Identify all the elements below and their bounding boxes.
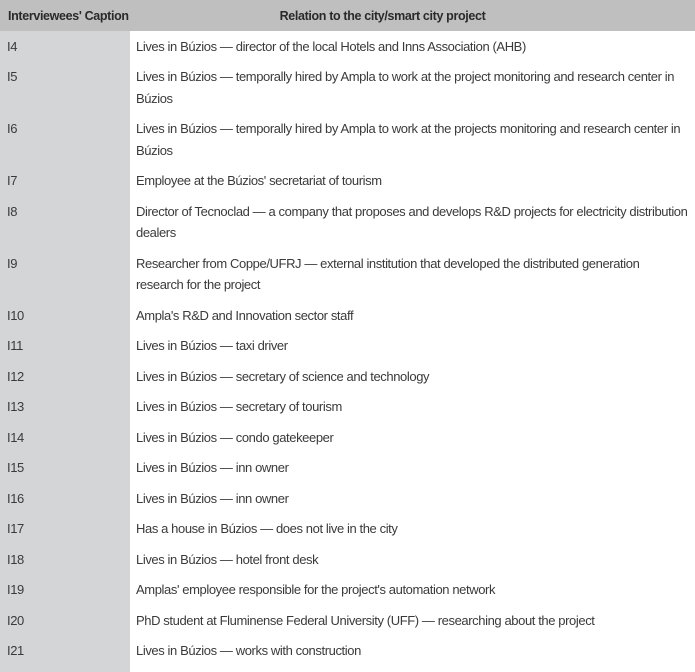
- relation-cell: Researcher from Coppe/UFRJ — external institution that developed the distributed generation research for the project: [136, 255, 640, 292]
- caption-cell: I9: [0, 248, 130, 300]
- relation-cell: Lives in Búzios — director of the local Hotels and Inns Association (AHB): [136, 38, 526, 54]
- caption-cell: I8: [0, 196, 130, 248]
- caption-cell: I19: [0, 575, 130, 606]
- caption-column-fill: [0, 666, 130, 672]
- table-header: [0, 0, 695, 31]
- relation-cell: Lives in Búzios — inn owner: [136, 490, 289, 506]
- caption-cell: I6: [0, 114, 130, 166]
- relation-cell: Lives in Búzios — works with construction: [136, 643, 361, 658]
- caption-cell: I4: [0, 31, 130, 62]
- table-row: [0, 62, 695, 114]
- table-row: [0, 453, 695, 484]
- caption-cell: I5: [0, 62, 130, 114]
- relation-cell: Lives in Búzios — secretary of science and technology: [136, 368, 430, 384]
- table-row: [0, 392, 695, 423]
- relation-cell: Ampla's R&D and Innovation sector staff: [136, 307, 354, 323]
- table-body: [0, 31, 695, 672]
- caption-cell: I20: [0, 605, 130, 636]
- table-row: [0, 544, 695, 575]
- caption-cell: I21: [0, 636, 130, 667]
- table-row: [0, 114, 695, 166]
- caption-cell: I10: [0, 300, 130, 331]
- table-row: [0, 483, 695, 514]
- relation-cell: Lives in Búzios — hotel front desk: [136, 551, 319, 567]
- relation-cell: Lives in Búzios — secretary of tourism: [136, 399, 342, 414]
- caption-cell: I14: [0, 422, 130, 453]
- header-caption: Interviewees' Caption: [8, 8, 129, 23]
- relation-cell: Lives in Búzios — taxi driver: [136, 338, 288, 353]
- relation-cell: Employee at the Búzios' secretariat of tourism: [136, 173, 382, 188]
- caption-cell: I11: [0, 331, 130, 362]
- table-row: [0, 636, 695, 667]
- caption-cell: I16: [0, 483, 130, 514]
- table-bottom-fill: [0, 666, 695, 672]
- relation-cell: Director of Tecnoclad — a company that proposes and develops R&D projects for electricity distribution dealers: [136, 203, 688, 240]
- relation-cell: PhD student at Fluminense Federal University (UFF) — researching about the project: [136, 612, 595, 628]
- table-row: [0, 300, 695, 331]
- table-row: [0, 514, 695, 545]
- caption-cell: I18: [0, 544, 130, 575]
- caption-cell: I12: [0, 361, 130, 392]
- table-row: [0, 361, 695, 392]
- table-row: [0, 422, 695, 453]
- table-row: [0, 605, 695, 636]
- header-relation: Relation to the city/smart city project: [279, 8, 486, 23]
- table-row: [0, 248, 695, 300]
- table-row: [0, 331, 695, 362]
- caption-cell: I7: [0, 166, 130, 197]
- relation-cell: Lives in Búzios — temporally hired by Ampla to work at the projects monitoring and research center in Búzios: [136, 121, 681, 158]
- relation-cell: Lives in Búzios — inn owner: [136, 460, 289, 475]
- table-row: [0, 31, 695, 62]
- caption-cell: I17: [0, 514, 130, 545]
- relation-cell: Lives in Búzios — condo gatekeeper: [136, 429, 334, 445]
- relation-cell: Amplas' employee responsible for the project's automation network: [136, 582, 496, 597]
- relation-cell: Lives in Búzios — temporally hired by Ampla to work at the project monitoring and research center in Búzios: [136, 69, 675, 106]
- table-row: [0, 166, 695, 197]
- table-row: [0, 575, 695, 606]
- table-row: [0, 196, 695, 248]
- caption-cell: I15: [0, 453, 130, 484]
- relation-cell: Has a house in Búzios — does not live in the city: [136, 521, 398, 536]
- caption-cell: I13: [0, 392, 130, 423]
